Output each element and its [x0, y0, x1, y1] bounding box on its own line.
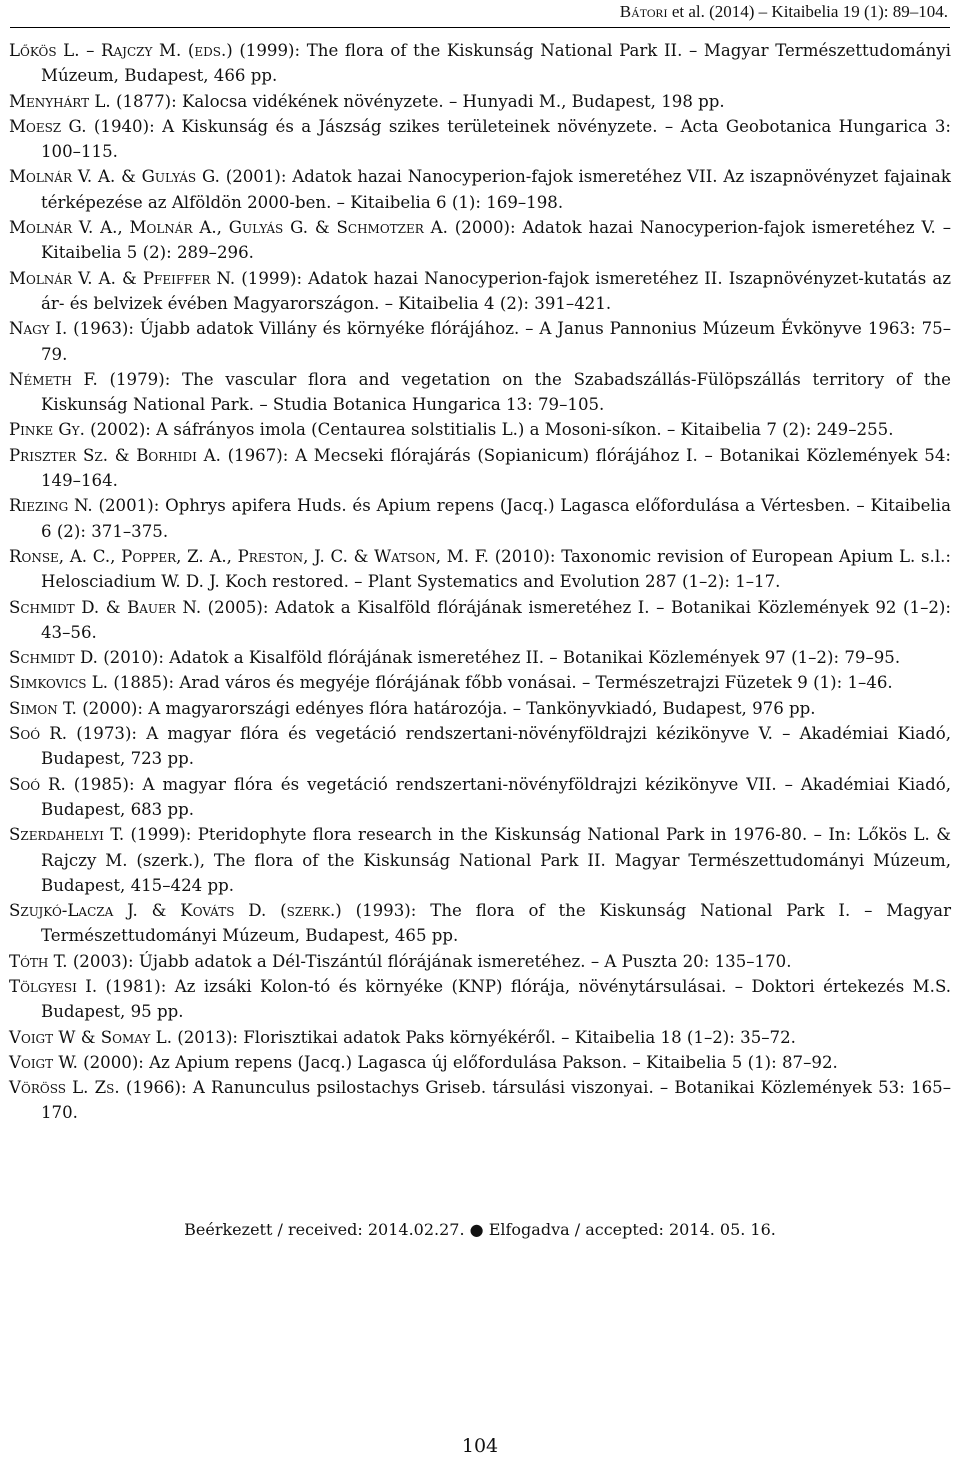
reference-text: (1885): Arad város és megyéje flórájának főbb vonásai. – Természetrajzi Füzetek 9 (1): 1–46. [108, 673, 893, 693]
reference-item [9, 772, 951, 823]
running-head-citation: et al. (2014) – Kitaibelia 19 (1): 89–104. [671, 2, 948, 21]
reference-item [9, 1050, 951, 1075]
reference-text: (1981): Az izsáki Kolon-tó és környéke (KNP) flórája, növénytársulásai. – Doktori értekezés M.S. Budapest, 95 pp. [41, 976, 951, 1022]
reference-text: (2003): Újabb adatok a Dél-Tiszántúl flórájának ismeretéhez. – A Puszta 20: 135–170. [67, 951, 792, 971]
reference-item [9, 417, 951, 442]
reference-text: (1940): A Kiskunság és a Jászság szikes területeinek növényzete. – Acta Geobotanica Hungarica 3: 100–115. [41, 116, 951, 162]
reference-author: Moesz G. [9, 116, 87, 136]
reference-author: Voigt W & Somay L. [9, 1027, 172, 1047]
reference-author: Tölgyesi I. [9, 976, 98, 996]
reference-item [9, 38, 951, 89]
reference-author: Simkovics L. [9, 673, 109, 693]
reference-author: Riezing N. [9, 496, 93, 516]
reference-text: (2001): Ophrys apifera Huds. és Apium repens (Jacq.) Lagasca előfordulása a Vértesben. – Kitaibelia 6 (2): 371–375. [41, 496, 951, 541]
reference-author: Soó R. [9, 724, 68, 744]
reference-text: (2010): Adatok a Kisalföld flórájának ismeretéhez II. – Botanikai Közlemények 97 (1–2): 79–95. [97, 648, 901, 668]
reference-item [9, 645, 951, 670]
reference-item [9, 114, 951, 165]
reference-author: Soó R. [9, 774, 66, 794]
reference-author: Szerdahelyi T. [9, 825, 125, 845]
reference-text: (1999): Pteridophyte flora research in the Kiskunság National Park in 1976-80. – In: Lőkös L. & Rajczy M. (szerk.), The flora of the Kiskunság National Park II. Magyar Természettudományi Múzeum, Budapest, 415–424 pp. [41, 825, 951, 895]
reference-text: (2000): A magyarországi edényes flóra határozója. – Tankönyvkiadó, Budapest, 976 pp. [76, 698, 816, 718]
reference-text: (1999): The flora of the Kiskunság National Park II. – Magyar Természettudományi Múzeum, Budapest, 466 pp. [41, 41, 951, 86]
reference-item [9, 696, 951, 721]
reference-author: Molnár V. A., Molnár A., Gulyás G. & Schmotzer A. [9, 218, 448, 238]
reference-text: (2000): Adatok hazai Nanocyperion-fajok ismeretéhez V. – Kitaibelia 5 (2): 289–296. [41, 218, 951, 263]
reference-item [9, 544, 951, 595]
reference-text: (1993): The flora of the Kiskunság National Park I. – Magyar Természettudományi Múzeum, Budapest, 465 pp. [41, 901, 952, 946]
reference-author: Priszter Sz. & Borhidi A. [9, 445, 221, 465]
reference-author: Ronse, A. C., Popper, Z. A., Preston, J. C. & Watson, M. F. [9, 546, 489, 566]
reference-author: Schmidt D. & Bauer N. [9, 597, 202, 617]
received-accepted-note: Beérkezett / received: 2014.02.27. ● Elfogadva / accepted: 2014. 05. 16. [184, 1220, 776, 1239]
reference-text: (2002): A sáfrányos imola (Centaurea solstitialis L.) a Mosoni-síkon. – Kitaibelia 7 (2): 249–255. [84, 420, 894, 440]
reference-author: Vöröss L. Zs. [9, 1078, 120, 1098]
reference-item [9, 595, 951, 646]
reference-text: (1999): Adatok hazai Nanocyperion-fajok ismeretéhez II. Iszapnövényzet-kutatás az ár- és belvizek évében Magyarországon. – Kitaibelia 4 (2): 391–421. [41, 268, 951, 313]
reference-text: (1877): Kalocsa vidékének növényzete. – Hunyadi M., Budapest, 198 pp. [110, 91, 725, 111]
reference-author: Simon T. [9, 698, 77, 718]
reference-item [9, 898, 951, 949]
reference-item [9, 316, 951, 367]
running-head-author: Bátori [619, 2, 668, 21]
reference-item [9, 215, 951, 266]
reference-item [9, 974, 951, 1025]
reference-text: (1966): A Ranunculus psilostachys Griseb. társulási viszonyai. – Botanikai Közlemények 53: 165–170. [41, 1078, 951, 1123]
reference-item [9, 164, 951, 215]
reference-author: Nagy I. [9, 319, 68, 339]
reference-text: (2000): Az Apium repens (Jacq.) Lagasca új előfordulása Pakson. – Kitaibelia 5 (1): 87–92. [77, 1052, 838, 1072]
reference-author: Molnár V. A. & Gulyás G. [9, 167, 220, 187]
reference-author: Molnár V. A. & Pfeiffer N. [9, 268, 236, 288]
reference-text: (2001): Adatok hazai Nanocyperion-fajok ismeretéhez VII. Az iszapnövényzet fajainak térképezése az Alföldön 2000-ben. – Kitaibelia 6 (1): 169–198. [41, 167, 951, 212]
reference-list [9, 38, 951, 1126]
reference-item [9, 89, 951, 114]
reference-item [9, 822, 951, 898]
reference-text: (1979): The vascular flora and vegetation on the Szabadszállás-Fülöpszállás territory of the Kiskunság National Park. – Studia Botanica Hungarica 13: 79–105. [41, 369, 951, 415]
reference-author: Lőkös L. – Rajczy M. (eds.) [9, 41, 233, 60]
reference-item [9, 949, 951, 974]
reference-text: (2010): Taxonomic revision of European Apium L. s.l.: Helosciadium W. D. J. Koch restored. – Plant Systematics and Evolution 287 (1–2): 1–17. [41, 546, 951, 592]
reference-item [9, 266, 951, 317]
reference-text: (2013): Florisztikai adatok Paks környékéről. – Kitaibelia 18 (1–2): 35–72. [171, 1027, 796, 1047]
reference-item [9, 721, 951, 772]
reference-author: Németh F. [9, 369, 98, 389]
reference-text: (1963): Újabb adatok Villány és környéke flórájához. – A Janus Pannonius Múzeum Évkönyve 1963: 75–79. [41, 319, 951, 364]
reference-text: (1985): A magyar flóra és vegetáció rendszertani-növényföldrajzi kézikönyve VII. – Akadémiai Kiadó, Budapest, 683 pp. [41, 774, 951, 819]
reference-author: Pinke Gy. [9, 420, 85, 440]
reference-text: (2005): Adatok a Kisalföld flórájának ismeretéhez I. – Botanikai Közlemények 92 (1–2): 43–56. [41, 597, 951, 642]
reference-item [9, 493, 951, 544]
reference-item [9, 443, 951, 494]
reference-item [9, 1075, 951, 1126]
reference-text: (1973): A magyar flóra és vegetáció rendszertani-növényföldrajzi kézikönyve V. – Akadémiai Kiadó, Budapest, 723 pp. [41, 724, 951, 769]
header-rule [10, 27, 950, 28]
reference-item [9, 367, 951, 418]
reference-author: Szujkó-Lacza J. & Kováts D. (szerk.) [9, 901, 342, 921]
page-number: 104 [461, 1435, 499, 1457]
reference-item [9, 670, 951, 695]
reference-author: Menyhárt L. [9, 91, 111, 111]
running-head [0, 0, 948, 24]
reference-text: (1967): A Mecseki flórajárás (Sopianicum) flórájához I. – Botanikai Közlemények 54: 149–164. [41, 445, 951, 491]
reference-item [9, 1025, 951, 1050]
reference-author: Schmidt D. [9, 648, 98, 668]
reference-author: Tóth T. [9, 951, 68, 971]
reference-author: Voigt W. [9, 1052, 78, 1072]
